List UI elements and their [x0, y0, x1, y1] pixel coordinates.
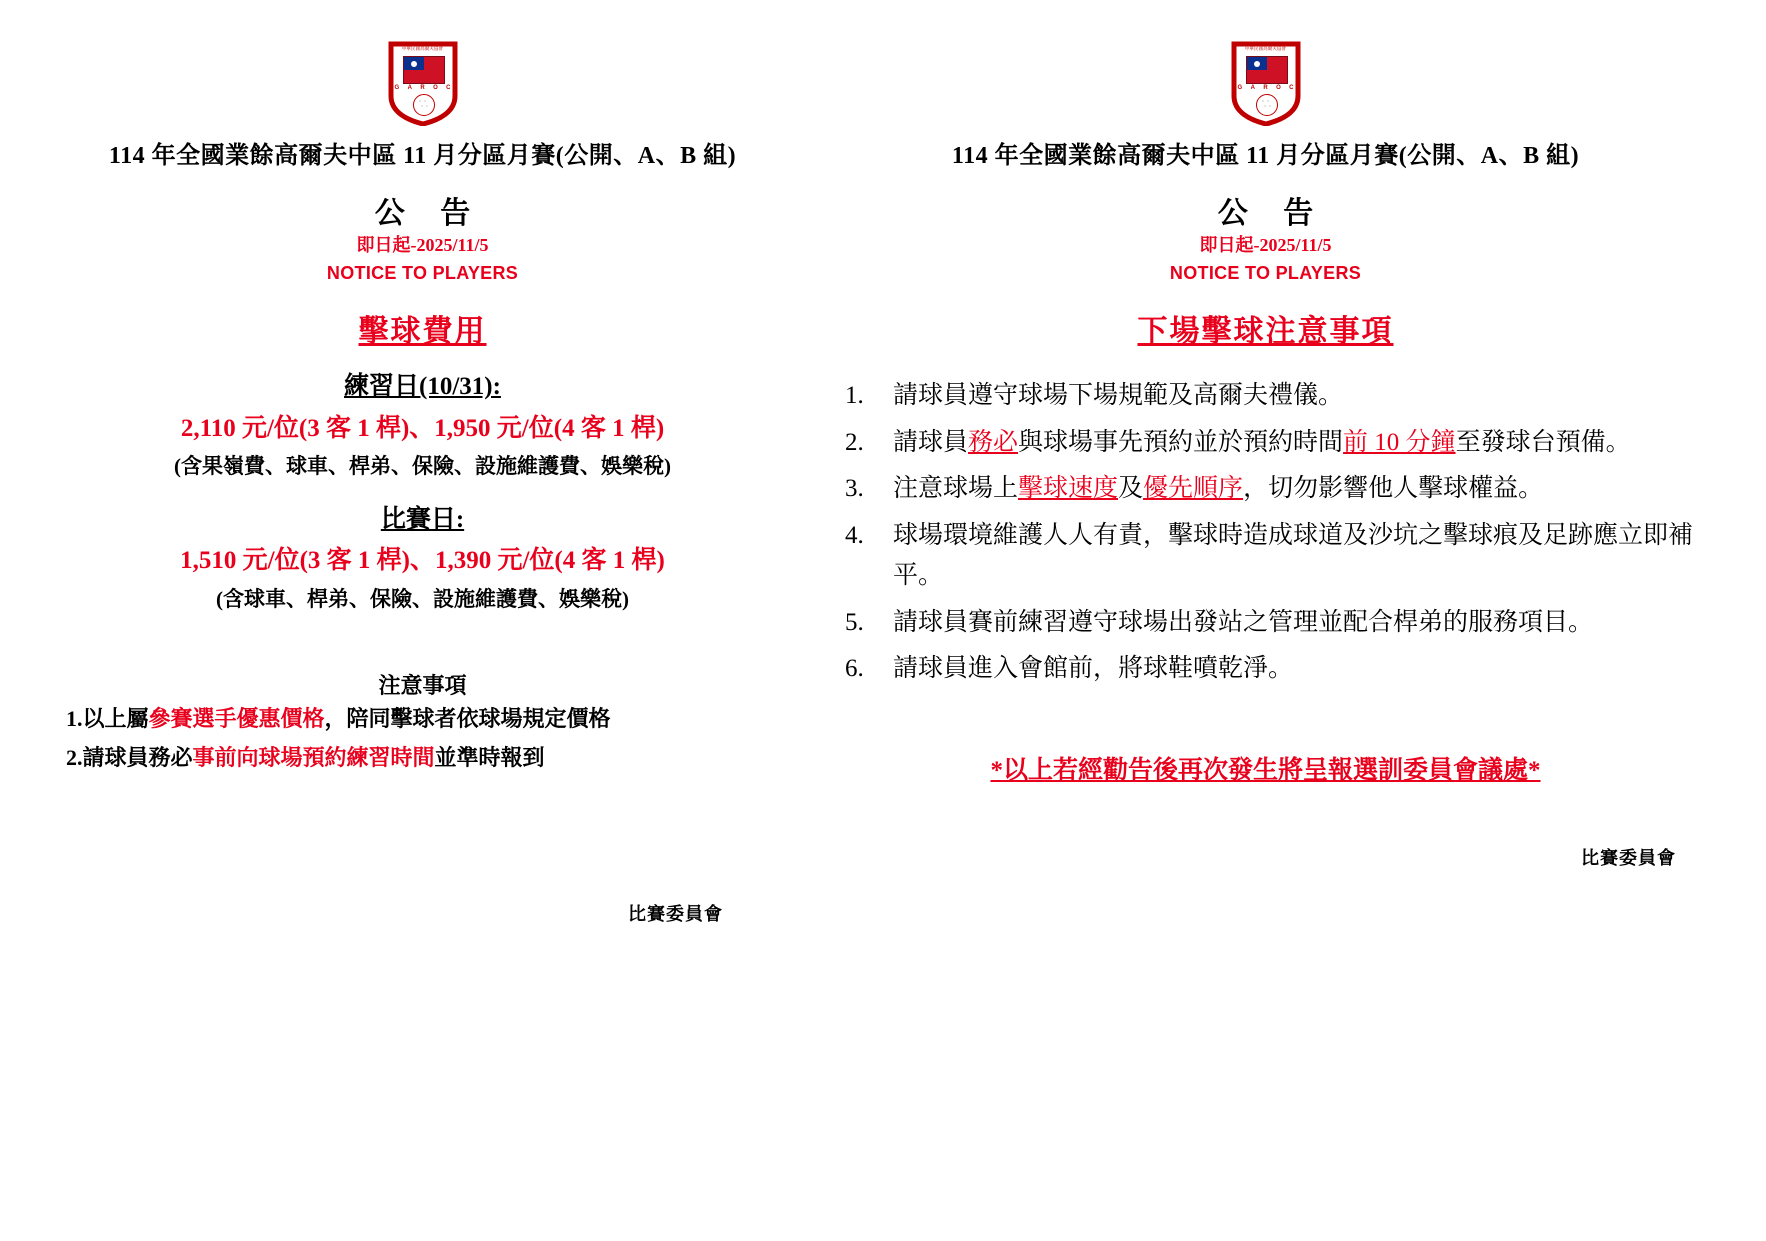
- rule-4-number: 4.: [845, 521, 864, 549]
- practice-day-label: 練習日(10/31):: [344, 373, 501, 401]
- note-2-highlight: 事前向球場預約練習時間: [192, 744, 435, 770]
- rule-5-number: 5.: [845, 608, 864, 636]
- note-2-prefix: 2.請球員務必: [66, 744, 193, 770]
- rule-2-part-1: 請球員: [893, 428, 969, 456]
- emblem-letter-c-right: C: [1289, 85, 1294, 91]
- rule-1-body: [893, 376, 1696, 417]
- rule-item: [845, 376, 1696, 417]
- rule-5-part-1: 請球員賽前練習遵守球場出發站之管理並配合桿弟的服務項目。: [893, 608, 1594, 636]
- note-item-2: [60, 739, 785, 778]
- rule-3-part-5: ，切勿影響他人擊球權益。: [1243, 475, 1544, 503]
- flag-canton: [404, 57, 424, 70]
- garoc-shield-icon: [387, 40, 459, 126]
- note-2-suffix: 並準時報到: [434, 744, 545, 770]
- garoc-shield-icon-right: [1230, 40, 1302, 126]
- emblem-letter-g-right: G: [1237, 85, 1243, 91]
- emblem-letter-o: O: [433, 85, 438, 91]
- competition-fee-amount: 1,510 元/位(3 客 1 桿)、1,390 元/位(4 客 1 桿): [180, 547, 665, 575]
- competition-day-label: 比賽日:: [380, 505, 465, 533]
- rule-item: [845, 516, 1696, 597]
- rule-3-number: 3.: [845, 475, 864, 503]
- competition-fee-block: [60, 501, 785, 616]
- rules-list: [835, 376, 1696, 690]
- emblem-top-text-right: 中華民國高爾夫協會: [1244, 46, 1287, 51]
- flag-sun-right: [1254, 61, 1260, 67]
- announcement-label-left: 公 告: [374, 197, 485, 231]
- practice-fee-amount: 2,110 元/位(3 客 1 桿)、1,950 元/位(4 客 1 桿): [180, 414, 665, 442]
- signature-left: 比賽委員會: [628, 904, 723, 924]
- emblem-top-text: 中華民國高爾夫協會: [401, 46, 444, 51]
- emblem-container-left: [60, 40, 785, 126]
- rule-6-number: 6.: [845, 655, 864, 683]
- competition-fee-includes: (含球車、桿弟、保險、設施維護費、娛樂稅): [216, 586, 629, 611]
- emblem-letters-right: [1238, 85, 1294, 91]
- emblem-letter-a: A: [407, 85, 412, 91]
- rule-3-part-1: 注意球場上: [893, 475, 1019, 503]
- rule-3-part-2: 擊球速度: [1018, 475, 1119, 503]
- rule-3-body: [893, 469, 1696, 510]
- notice-en-right: NOTICE TO PLAYERS: [1169, 263, 1362, 284]
- practice-fee-includes: (含果嶺費、球車、桿弟、保險、設施維護費、娛樂稅): [174, 454, 671, 479]
- emblem-letter-r-right: R: [1263, 85, 1268, 91]
- flag-canton-right: [1247, 57, 1267, 70]
- note-1-highlight: 參賽選手優惠價格: [148, 706, 325, 732]
- rule-4-body: [893, 516, 1696, 597]
- rule-2-part-2: 務必: [968, 428, 1019, 456]
- rule-6-body: [893, 649, 1696, 690]
- date-line-left: 即日起-2025/11/5: [356, 235, 489, 256]
- notice-en-left: NOTICE TO PLAYERS: [326, 263, 519, 284]
- rule-5-body: [893, 603, 1696, 644]
- roc-flag-icon: [403, 56, 445, 84]
- rule-4-part-1: 球場環境維護人人有責，擊球時造成球道及沙坑之擊球痕及足跡應立即補平。: [893, 521, 1694, 590]
- emblem-letter-o-right: O: [1276, 85, 1281, 91]
- emblem-letter-a-right: A: [1250, 85, 1255, 91]
- rule-2-part-5: 至發球台預備。: [1455, 428, 1631, 456]
- emblem-letter-g: G: [394, 85, 400, 91]
- page-title-right: 114 年全國業餘高爾夫中區 11 月分區月賽(公開、A、B 組): [951, 143, 1580, 169]
- right-column: [815, 0, 1766, 1241]
- date-line-right: 即日起-2025/11/5: [1199, 235, 1332, 256]
- page-title-left: 114 年全國業餘高爾夫中區 11 月分區月賽(公開、A、B 組): [108, 143, 737, 169]
- notes-heading-left: 注意事項: [378, 673, 467, 699]
- rule-3-part-4: 優先順序: [1143, 475, 1244, 503]
- rule-2-part-4: 前 10 分鐘: [1343, 428, 1456, 456]
- emblem-letter-r: R: [420, 85, 425, 91]
- rule-2-body: [893, 423, 1696, 464]
- section-title-play-rules: 下場擊球注意事項: [1137, 315, 1394, 349]
- roc-flag-icon-right: [1246, 56, 1288, 84]
- warning-text: *以上若經勸告後再次發生將呈報選訓委員會議處*: [990, 756, 1541, 784]
- golf-ball-icon: [413, 94, 435, 116]
- left-column: [0, 0, 815, 1241]
- golf-ball-icon-right: [1256, 94, 1278, 116]
- note-1-suffix: ，陪同擊球者依球場規定價格: [324, 706, 611, 732]
- rule-2-part-3: 與球場事先預約並於預約時間: [1018, 428, 1344, 456]
- rule-1-number: 1.: [845, 382, 864, 410]
- rule-6-part-1: 請球員進入會館前，將球鞋噴乾淨。: [893, 655, 1294, 683]
- practice-fee-block: [60, 368, 785, 483]
- emblem-letter-c: C: [446, 85, 451, 91]
- rule-item: [845, 649, 1696, 690]
- rule-3-part-3: 及: [1118, 475, 1144, 503]
- announcement-label-right: 公 告: [1217, 197, 1328, 231]
- rule-1-part-1: 請球員遵守球場下場規範及高爾夫禮儀。: [893, 382, 1344, 410]
- rule-item: [845, 603, 1696, 644]
- signature-right: 比賽委員會: [1581, 847, 1676, 868]
- note-1-prefix: 1.以上屬: [66, 706, 149, 732]
- emblem-letters: [395, 85, 451, 91]
- emblem-container-right: [835, 40, 1696, 126]
- rule-item: [845, 469, 1696, 510]
- rule-2-number: 2.: [845, 428, 864, 456]
- section-title-fees: 擊球費用: [358, 315, 487, 349]
- rule-item: [845, 423, 1696, 464]
- note-item-1: [60, 700, 785, 739]
- flag-sun: [411, 61, 417, 67]
